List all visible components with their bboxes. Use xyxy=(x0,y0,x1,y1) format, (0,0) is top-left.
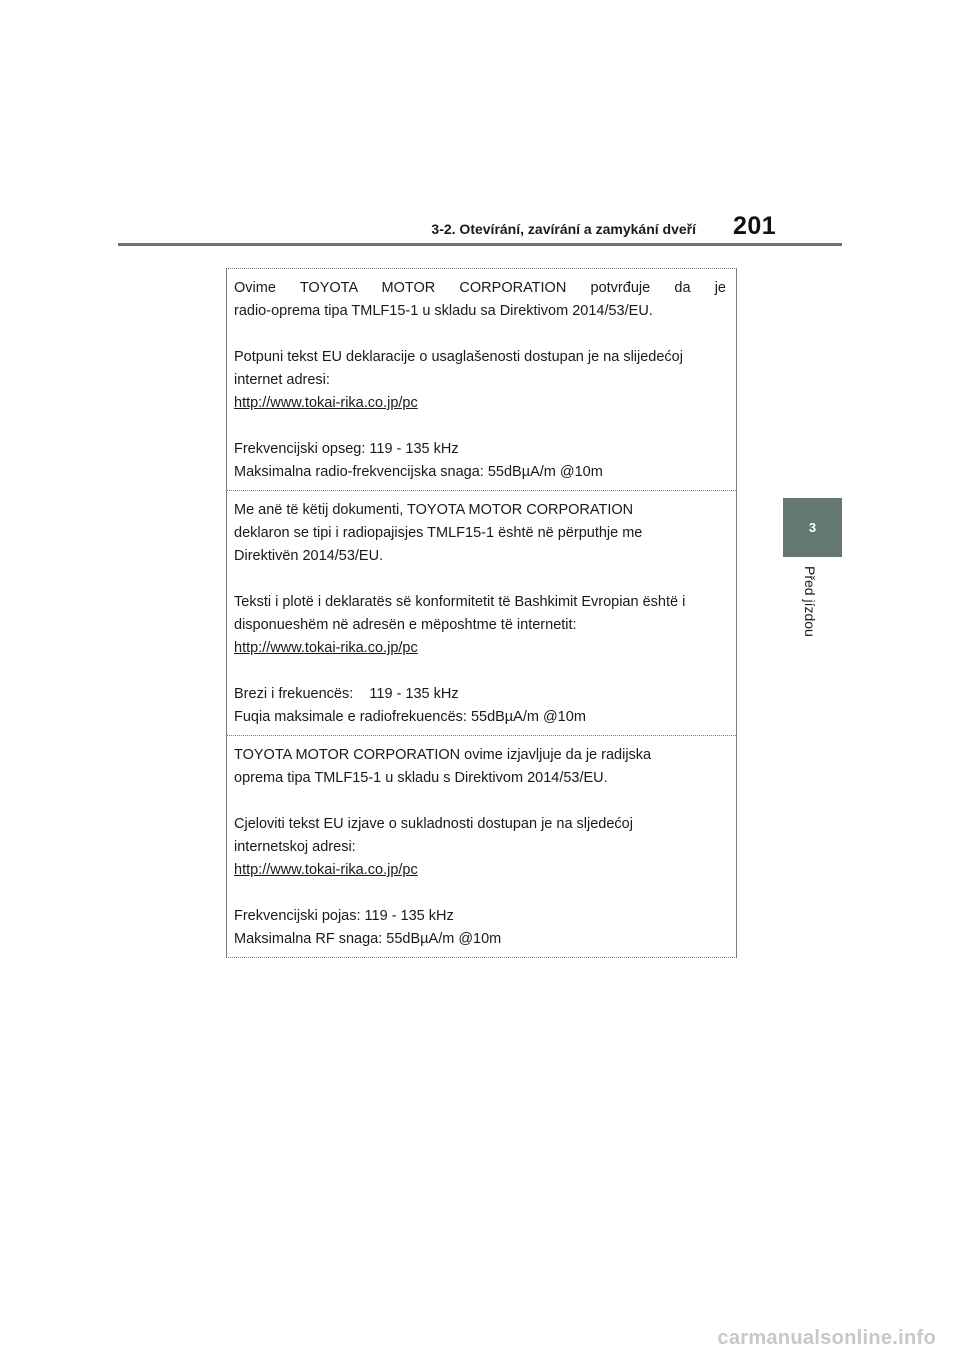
max-power: Maksimalna radio-frekvencijska snaga: 55dBµA/m @10m xyxy=(234,464,603,480)
declaration-albanian xyxy=(227,490,736,735)
declaration-line: Direktivën 2014/53/EU. xyxy=(234,548,384,564)
declaration-bosnian xyxy=(227,269,736,490)
declaration-link[interactable]: http://www.tokai-rika.co.jp/pc xyxy=(234,862,418,878)
section-title: 3-2. Otevírání, zavírání a zamykání dveří xyxy=(431,221,696,237)
chapter-number: 3 xyxy=(808,520,817,535)
declaration-line: radio-oprema tipa TMLF15-1 u skladu sa Direktivom 2014/53/EU. xyxy=(234,303,653,319)
declaration-line: oprema tipa TMLF15-1 u skladu s Direktivom 2014/53/EU. xyxy=(234,770,608,786)
notice-line: internet adresi: xyxy=(234,372,330,388)
notice-line: Teksti i plotë i deklaratës së konformitetit të Bashkimit Evropian është i xyxy=(234,594,686,610)
declaration-line: TOYOTA MOTOR CORPORATION ovime izjavljuje da je radijska xyxy=(234,747,652,763)
frequency-range: Brezi i frekuencës: 119 - 135 kHz xyxy=(234,686,459,702)
declaration-link[interactable]: http://www.tokai-rika.co.jp/pc xyxy=(234,395,418,411)
declaration-croatian xyxy=(227,735,736,957)
page-number: 201 xyxy=(733,212,777,240)
declaration-line: deklaron se tipi i radiopajisjes TMLF15-1 është në përputhje me xyxy=(234,525,643,541)
notice-line: Cjeloviti tekst EU izjave o sukladnosti dostupan je na sljedećoj xyxy=(234,816,633,832)
frequency-range: Frekvencijski pojas: 119 - 135 kHz xyxy=(234,908,454,924)
max-power: Maksimalna RF snaga: 55dBµA/m @10m xyxy=(234,931,502,947)
declaration-line: Ovime TOYOTA MOTOR CORPORATION potvrđuje da je xyxy=(234,280,726,296)
notice-line: disponueshëm në adresën e mëposhtme të internetit: xyxy=(234,617,577,633)
declarations-box xyxy=(226,268,737,958)
chapter-label: Před jízdou xyxy=(802,566,818,637)
watermark: carmanualsonline.info xyxy=(717,1327,936,1349)
notice-line: Potpuni tekst EU deklaracije o usaglašenosti dostupan je na slijedećoj xyxy=(234,349,683,365)
notice-line: internetskoj adresi: xyxy=(234,839,356,855)
declaration-line: Me anë të këtij dokumenti, TOYOTA MOTOR CORPORATION xyxy=(234,502,634,518)
max-power: Fuqia maksimale e radiofrekuencës: 55dBµA/m @10m xyxy=(234,709,586,725)
frequency-range: Frekvencijski opseg: 119 - 135 kHz xyxy=(234,441,459,457)
header-divider xyxy=(118,243,842,246)
chapter-tab[interactable] xyxy=(783,498,842,557)
declaration-link[interactable]: http://www.tokai-rika.co.jp/pc xyxy=(234,640,418,656)
